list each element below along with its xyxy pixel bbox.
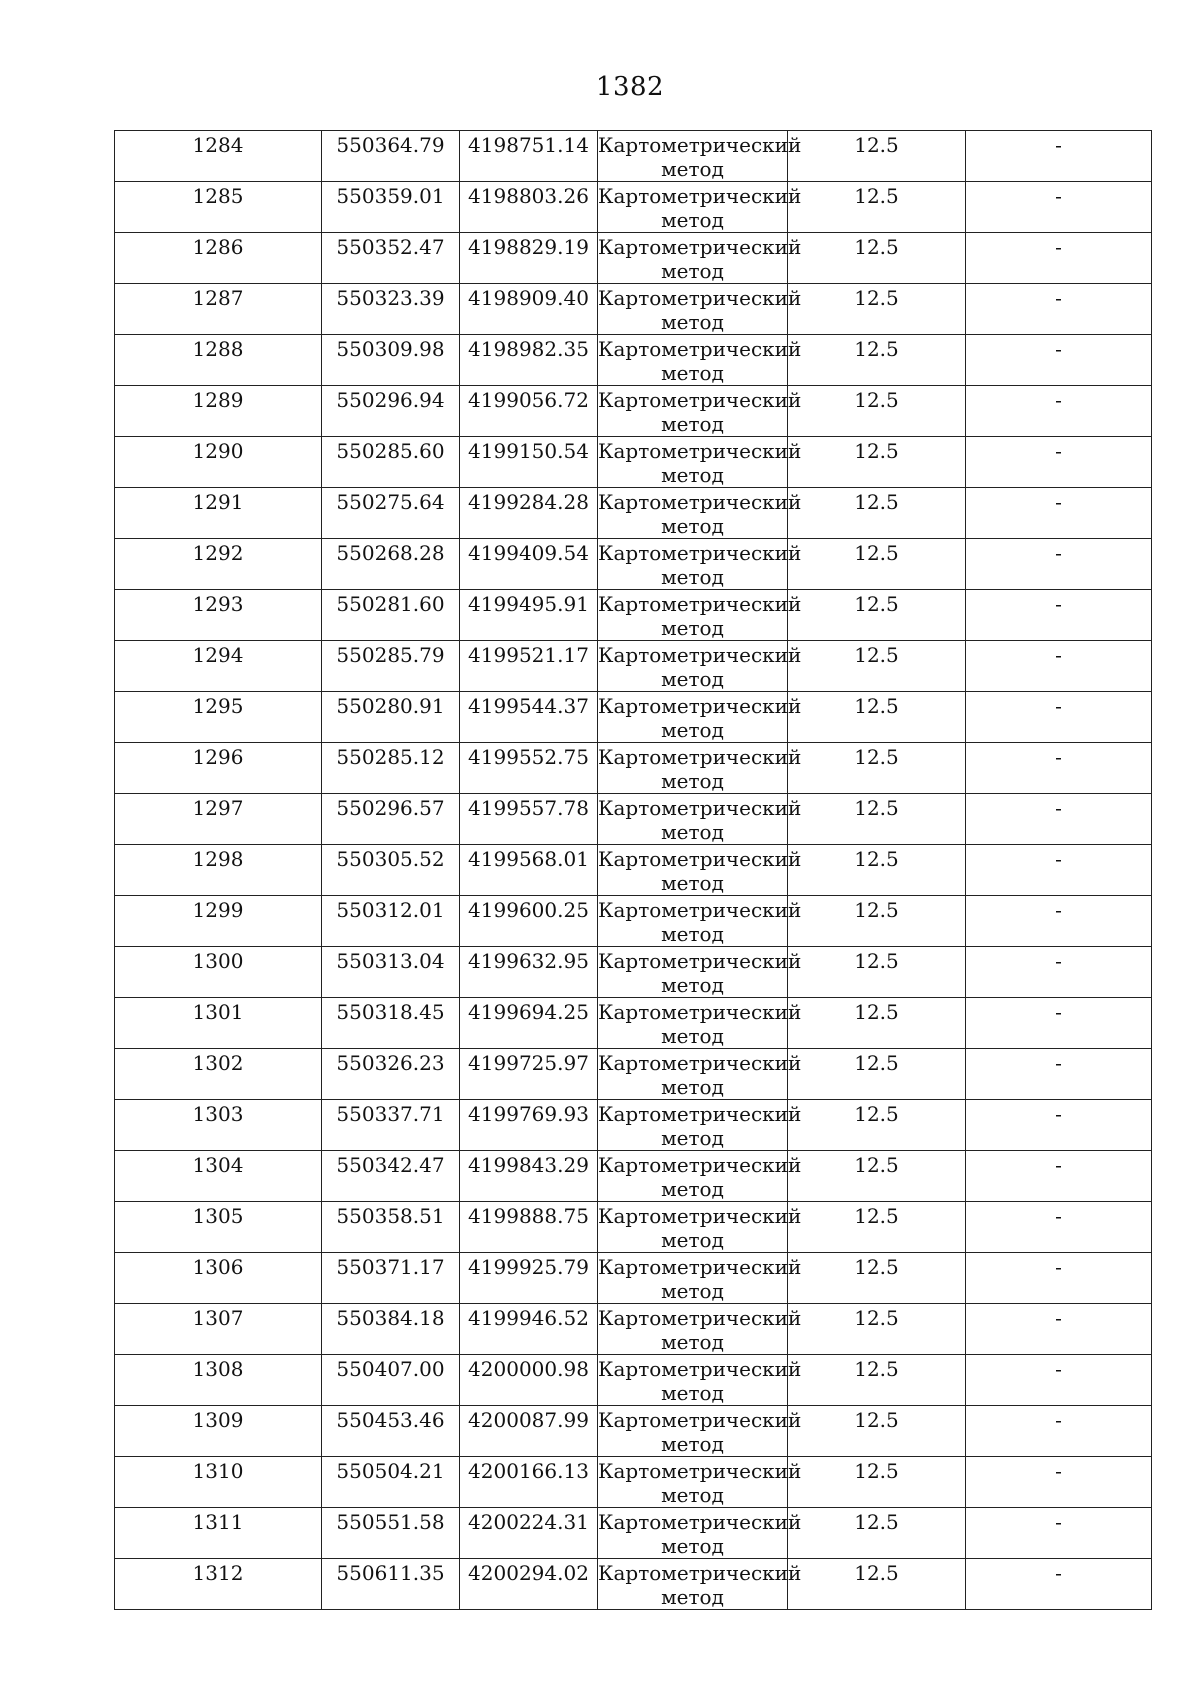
point-number-cell: 1290 xyxy=(115,437,322,488)
error-cell: 12.5 xyxy=(788,1457,966,1508)
note-cell: - xyxy=(966,743,1152,794)
method-line-2: метод xyxy=(661,769,724,793)
method-line-2: метод xyxy=(661,412,724,436)
error-cell: 12.5 xyxy=(788,1100,966,1151)
note-cell: - xyxy=(966,437,1152,488)
method-cell xyxy=(598,1457,802,1508)
point-number-cell: 1293 xyxy=(115,590,322,641)
x-coordinate-cell: 550268.28 xyxy=(322,539,460,590)
point-number-cell: 1286 xyxy=(115,233,322,284)
x-coordinate-cell: 550611.35 xyxy=(322,1559,460,1610)
method-cell xyxy=(598,641,802,692)
x-coordinate-cell: 550275.64 xyxy=(322,488,460,539)
method-line-1: Картометрический xyxy=(598,1510,802,1534)
table-row xyxy=(115,488,1152,539)
y-coordinate-cell: 4199284.28 xyxy=(460,488,598,539)
note-cell: - xyxy=(966,284,1152,335)
x-coordinate-cell: 550296.94 xyxy=(322,386,460,437)
x-coordinate-cell: 550407.00 xyxy=(322,1355,460,1406)
method-line-2: метод xyxy=(661,1075,724,1099)
y-coordinate-cell: 4199600.25 xyxy=(460,896,598,947)
point-number-cell: 1285 xyxy=(115,182,322,233)
note-cell: - xyxy=(966,1457,1152,1508)
y-coordinate-cell: 4200166.13 xyxy=(460,1457,598,1508)
method-line-1: Картометрический xyxy=(598,388,802,412)
y-coordinate-cell: 4199946.52 xyxy=(460,1304,598,1355)
y-coordinate-cell: 4199557.78 xyxy=(460,794,598,845)
note-cell: - xyxy=(966,998,1152,1049)
table-row xyxy=(115,1355,1152,1406)
note-cell: - xyxy=(966,1151,1152,1202)
note-cell: - xyxy=(966,1355,1152,1406)
table-row xyxy=(115,845,1152,896)
table-row xyxy=(115,1253,1152,1304)
table-row xyxy=(115,1559,1152,1610)
method-cell xyxy=(598,998,802,1049)
point-number-cell: 1308 xyxy=(115,1355,322,1406)
error-cell: 12.5 xyxy=(788,1202,966,1253)
method-line-2: метод xyxy=(661,667,724,691)
method-line-2: метод xyxy=(661,1126,724,1150)
table-row xyxy=(115,998,1152,1049)
point-number-cell: 1287 xyxy=(115,284,322,335)
y-coordinate-cell: 4199632.95 xyxy=(460,947,598,998)
method-line-2: метод xyxy=(661,718,724,742)
method-line-1: Картометрический xyxy=(598,1459,802,1483)
method-line-1: Картометрический xyxy=(598,235,802,259)
error-cell: 12.5 xyxy=(788,539,966,590)
table-row xyxy=(115,692,1152,743)
y-coordinate-cell: 4198982.35 xyxy=(460,335,598,386)
method-line-1: Картометрический xyxy=(598,1204,802,1228)
method-line-2: метод xyxy=(661,1381,724,1405)
table-row xyxy=(115,1202,1152,1253)
note-cell: - xyxy=(966,233,1152,284)
method-line-2: метод xyxy=(661,922,724,946)
x-coordinate-cell: 550285.60 xyxy=(322,437,460,488)
point-number-cell: 1296 xyxy=(115,743,322,794)
method-line-2: метод xyxy=(661,616,724,640)
error-cell: 12.5 xyxy=(788,1253,966,1304)
coordinates-table xyxy=(114,130,1152,1610)
x-coordinate-cell: 550285.79 xyxy=(322,641,460,692)
x-coordinate-cell: 550285.12 xyxy=(322,743,460,794)
x-coordinate-cell: 550384.18 xyxy=(322,1304,460,1355)
note-cell: - xyxy=(966,1253,1152,1304)
x-coordinate-cell: 550305.52 xyxy=(322,845,460,896)
x-coordinate-cell: 550358.51 xyxy=(322,1202,460,1253)
note-cell: - xyxy=(966,794,1152,845)
method-line-2: метод xyxy=(661,310,724,334)
x-coordinate-cell: 550364.79 xyxy=(322,131,460,182)
y-coordinate-cell: 4199925.79 xyxy=(460,1253,598,1304)
note-cell: - xyxy=(966,1049,1152,1100)
point-number-cell: 1295 xyxy=(115,692,322,743)
error-cell: 12.5 xyxy=(788,1559,966,1610)
point-number-cell: 1284 xyxy=(115,131,322,182)
method-line-2: метод xyxy=(661,973,724,997)
error-cell: 12.5 xyxy=(788,692,966,743)
x-coordinate-cell: 550296.57 xyxy=(322,794,460,845)
method-cell xyxy=(598,284,802,335)
table-row xyxy=(115,1406,1152,1457)
y-coordinate-cell: 4199495.91 xyxy=(460,590,598,641)
method-cell xyxy=(598,845,802,896)
point-number-cell: 1311 xyxy=(115,1508,322,1559)
method-cell xyxy=(598,896,802,947)
table-row xyxy=(115,386,1152,437)
table-row xyxy=(115,590,1152,641)
point-number-cell: 1309 xyxy=(115,1406,322,1457)
method-line-1: Картометрический xyxy=(598,1051,802,1075)
x-coordinate-cell: 550453.46 xyxy=(322,1406,460,1457)
error-cell: 12.5 xyxy=(788,1049,966,1100)
point-number-cell: 1292 xyxy=(115,539,322,590)
method-cell xyxy=(598,539,802,590)
method-cell xyxy=(598,1049,802,1100)
method-cell xyxy=(598,794,802,845)
method-cell xyxy=(598,1202,802,1253)
table-row xyxy=(115,1049,1152,1100)
point-number-cell: 1307 xyxy=(115,1304,322,1355)
note-cell: - xyxy=(966,947,1152,998)
method-line-1: Картометрический xyxy=(598,1306,802,1330)
y-coordinate-cell: 4199056.72 xyxy=(460,386,598,437)
table-row xyxy=(115,182,1152,233)
method-line-1: Картометрический xyxy=(598,1153,802,1177)
point-number-cell: 1291 xyxy=(115,488,322,539)
method-line-2: метод xyxy=(661,1483,724,1507)
table-row xyxy=(115,131,1152,182)
table-row xyxy=(115,794,1152,845)
note-cell: - xyxy=(966,539,1152,590)
table-row xyxy=(115,1457,1152,1508)
error-cell: 12.5 xyxy=(788,794,966,845)
method-cell xyxy=(598,1355,802,1406)
note-cell: - xyxy=(966,896,1152,947)
error-cell: 12.5 xyxy=(788,743,966,794)
y-coordinate-cell: 4199150.54 xyxy=(460,437,598,488)
method-line-2: метод xyxy=(661,1330,724,1354)
method-cell xyxy=(598,1253,802,1304)
point-number-cell: 1304 xyxy=(115,1151,322,1202)
method-line-2: метод xyxy=(661,565,724,589)
y-coordinate-cell: 4200087.99 xyxy=(460,1406,598,1457)
note-cell: - xyxy=(966,1202,1152,1253)
error-cell: 12.5 xyxy=(788,845,966,896)
method-cell xyxy=(598,947,802,998)
method-cell xyxy=(598,437,802,488)
y-coordinate-cell: 4199552.75 xyxy=(460,743,598,794)
method-cell xyxy=(598,1100,802,1151)
error-cell: 12.5 xyxy=(788,437,966,488)
point-number-cell: 1299 xyxy=(115,896,322,947)
method-line-1: Картометрический xyxy=(598,847,802,871)
method-line-2: метод xyxy=(661,1432,724,1456)
method-line-2: метод xyxy=(661,208,724,232)
error-cell: 12.5 xyxy=(788,131,966,182)
method-cell xyxy=(598,233,802,284)
table-row xyxy=(115,284,1152,335)
method-line-1: Картометрический xyxy=(598,949,802,973)
point-number-cell: 1305 xyxy=(115,1202,322,1253)
note-cell: - xyxy=(966,335,1152,386)
table-row xyxy=(115,1100,1152,1151)
point-number-cell: 1306 xyxy=(115,1253,322,1304)
method-line-1: Картометрический xyxy=(598,286,802,310)
error-cell: 12.5 xyxy=(788,1406,966,1457)
y-coordinate-cell: 4198803.26 xyxy=(460,182,598,233)
method-line-1: Картометрический xyxy=(598,337,802,361)
y-coordinate-cell: 4198909.40 xyxy=(460,284,598,335)
error-cell: 12.5 xyxy=(788,998,966,1049)
point-number-cell: 1310 xyxy=(115,1457,322,1508)
error-cell: 12.5 xyxy=(788,335,966,386)
error-cell: 12.5 xyxy=(788,641,966,692)
method-cell xyxy=(598,1151,802,1202)
x-coordinate-cell: 550313.04 xyxy=(322,947,460,998)
point-number-cell: 1298 xyxy=(115,845,322,896)
y-coordinate-cell: 4198829.19 xyxy=(460,233,598,284)
method-line-1: Картометрический xyxy=(598,796,802,820)
method-cell xyxy=(598,131,802,182)
note-cell: - xyxy=(966,845,1152,896)
table-row xyxy=(115,539,1152,590)
point-number-cell: 1300 xyxy=(115,947,322,998)
x-coordinate-cell: 550352.47 xyxy=(322,233,460,284)
method-line-1: Картометрический xyxy=(598,184,802,208)
method-line-1: Картометрический xyxy=(598,439,802,463)
y-coordinate-cell: 4199568.01 xyxy=(460,845,598,896)
coordinates-table-body xyxy=(115,131,1152,1610)
note-cell: - xyxy=(966,488,1152,539)
note-cell: - xyxy=(966,692,1152,743)
method-line-1: Картометрический xyxy=(598,133,802,157)
method-cell xyxy=(598,743,802,794)
point-number-cell: 1301 xyxy=(115,998,322,1049)
y-coordinate-cell: 4200224.31 xyxy=(460,1508,598,1559)
method-line-1: Картометрический xyxy=(598,745,802,769)
note-cell: - xyxy=(966,1508,1152,1559)
y-coordinate-cell: 4199544.37 xyxy=(460,692,598,743)
point-number-cell: 1312 xyxy=(115,1559,322,1610)
method-line-1: Картометрический xyxy=(598,1102,802,1126)
note-cell: - xyxy=(966,590,1152,641)
error-cell: 12.5 xyxy=(788,1304,966,1355)
y-coordinate-cell: 4200294.02 xyxy=(460,1559,598,1610)
error-cell: 12.5 xyxy=(788,1355,966,1406)
method-line-1: Картометрический xyxy=(598,643,802,667)
error-cell: 12.5 xyxy=(788,947,966,998)
method-line-2: метод xyxy=(661,820,724,844)
table-row xyxy=(115,233,1152,284)
point-number-cell: 1294 xyxy=(115,641,322,692)
y-coordinate-cell: 4198751.14 xyxy=(460,131,598,182)
note-cell: - xyxy=(966,1100,1152,1151)
x-coordinate-cell: 550504.21 xyxy=(322,1457,460,1508)
y-coordinate-cell: 4200000.98 xyxy=(460,1355,598,1406)
method-line-1: Картометрический xyxy=(598,592,802,616)
x-coordinate-cell: 550551.58 xyxy=(322,1508,460,1559)
method-line-2: метод xyxy=(661,1024,724,1048)
note-cell: - xyxy=(966,386,1152,437)
method-line-1: Картометрический xyxy=(598,1357,802,1381)
x-coordinate-cell: 550323.39 xyxy=(322,284,460,335)
x-coordinate-cell: 550371.17 xyxy=(322,1253,460,1304)
y-coordinate-cell: 4199521.17 xyxy=(460,641,598,692)
y-coordinate-cell: 4199725.97 xyxy=(460,1049,598,1100)
note-cell: - xyxy=(966,1304,1152,1355)
y-coordinate-cell: 4199694.25 xyxy=(460,998,598,1049)
note-cell: - xyxy=(966,1559,1152,1610)
method-cell xyxy=(598,692,802,743)
note-cell: - xyxy=(966,641,1152,692)
method-line-1: Картометрический xyxy=(598,490,802,514)
method-cell xyxy=(598,1559,802,1610)
method-line-1: Картометрический xyxy=(598,541,802,565)
method-line-2: метод xyxy=(661,463,724,487)
method-line-1: Картометрический xyxy=(598,1000,802,1024)
point-number-cell: 1297 xyxy=(115,794,322,845)
method-cell xyxy=(598,590,802,641)
y-coordinate-cell: 4199843.29 xyxy=(460,1151,598,1202)
note-cell: - xyxy=(966,1406,1152,1457)
x-coordinate-cell: 550359.01 xyxy=(322,182,460,233)
error-cell: 12.5 xyxy=(788,233,966,284)
point-number-cell: 1303 xyxy=(115,1100,322,1151)
method-line-1: Картометрический xyxy=(598,1255,802,1279)
method-line-2: метод xyxy=(661,157,724,181)
method-cell xyxy=(598,386,802,437)
method-line-2: метод xyxy=(661,361,724,385)
x-coordinate-cell: 550326.23 xyxy=(322,1049,460,1100)
error-cell: 12.5 xyxy=(788,896,966,947)
y-coordinate-cell: 4199888.75 xyxy=(460,1202,598,1253)
error-cell: 12.5 xyxy=(788,488,966,539)
method-cell xyxy=(598,1304,802,1355)
x-coordinate-cell: 550318.45 xyxy=(322,998,460,1049)
error-cell: 12.5 xyxy=(788,284,966,335)
method-cell xyxy=(598,1508,802,1559)
error-cell: 12.5 xyxy=(788,1508,966,1559)
method-cell xyxy=(598,335,802,386)
x-coordinate-cell: 550312.01 xyxy=(322,896,460,947)
method-line-2: метод xyxy=(661,514,724,538)
method-cell xyxy=(598,182,802,233)
page-number: 1382 xyxy=(595,72,665,102)
method-line-1: Картометрический xyxy=(598,694,802,718)
method-line-2: метод xyxy=(661,259,724,283)
method-line-1: Картометрический xyxy=(598,898,802,922)
note-cell: - xyxy=(966,182,1152,233)
table-row xyxy=(115,641,1152,692)
x-coordinate-cell: 550342.47 xyxy=(322,1151,460,1202)
method-line-2: метод xyxy=(661,1177,724,1201)
method-cell xyxy=(598,488,802,539)
table-row xyxy=(115,1508,1152,1559)
table-row xyxy=(115,947,1152,998)
method-line-2: метод xyxy=(661,1228,724,1252)
note-cell: - xyxy=(966,131,1152,182)
method-line-1: Картометрический xyxy=(598,1408,802,1432)
table-row xyxy=(115,1304,1152,1355)
error-cell: 12.5 xyxy=(788,182,966,233)
table-row xyxy=(115,743,1152,794)
error-cell: 12.5 xyxy=(788,386,966,437)
table-row xyxy=(115,1151,1152,1202)
method-line-2: метод xyxy=(661,1585,724,1609)
point-number-cell: 1288 xyxy=(115,335,322,386)
table-row xyxy=(115,335,1152,386)
point-number-cell: 1302 xyxy=(115,1049,322,1100)
x-coordinate-cell: 550309.98 xyxy=(322,335,460,386)
error-cell: 12.5 xyxy=(788,590,966,641)
method-line-1: Картометрический xyxy=(598,1561,802,1585)
y-coordinate-cell: 4199409.54 xyxy=(460,539,598,590)
error-cell: 12.5 xyxy=(788,1151,966,1202)
x-coordinate-cell: 550337.71 xyxy=(322,1100,460,1151)
method-cell xyxy=(598,1406,802,1457)
table-row xyxy=(115,896,1152,947)
x-coordinate-cell: 550281.60 xyxy=(322,590,460,641)
point-number-cell: 1289 xyxy=(115,386,322,437)
x-coordinate-cell: 550280.91 xyxy=(322,692,460,743)
method-line-2: метод xyxy=(661,1534,724,1558)
method-line-2: метод xyxy=(661,871,724,895)
method-line-2: метод xyxy=(661,1279,724,1303)
table-row xyxy=(115,437,1152,488)
y-coordinate-cell: 4199769.93 xyxy=(460,1100,598,1151)
